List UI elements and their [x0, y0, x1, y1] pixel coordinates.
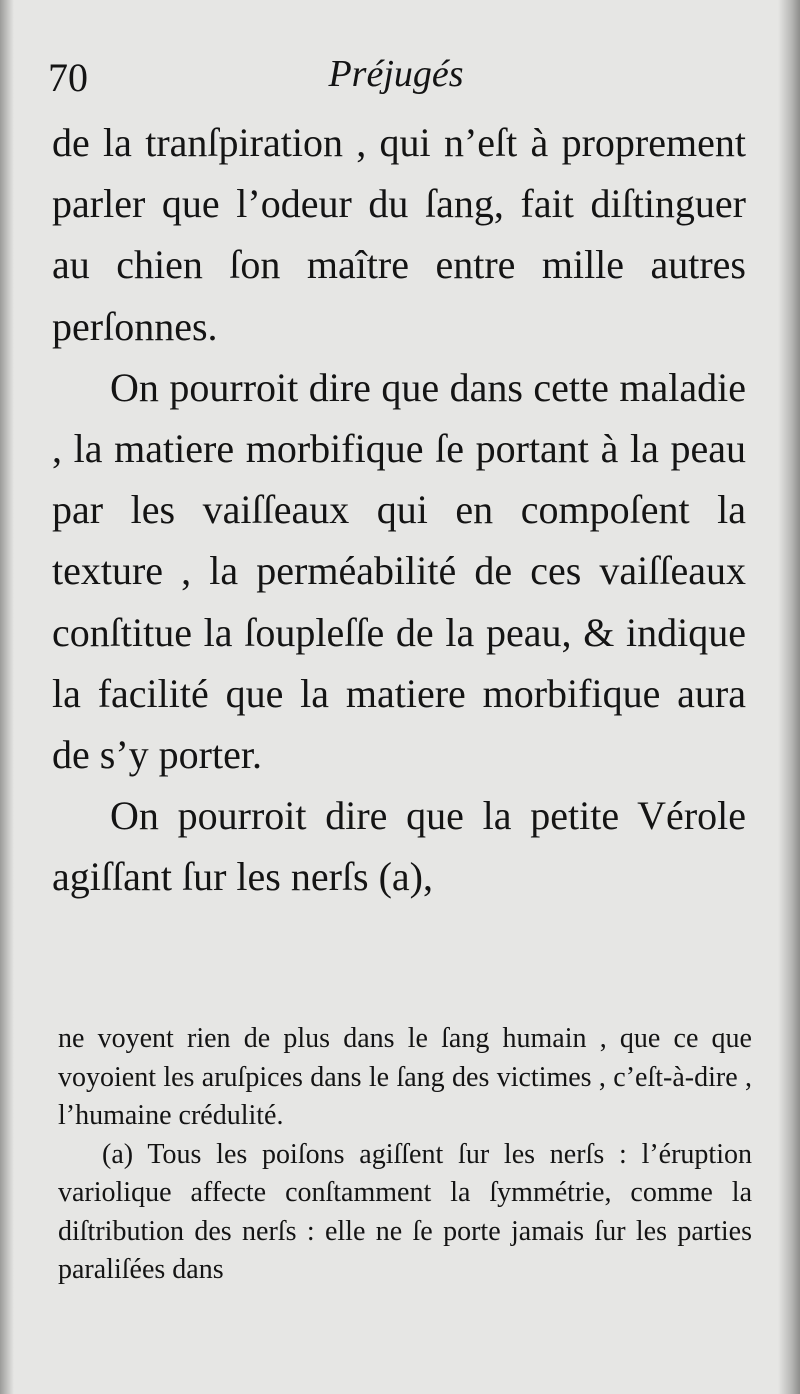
page-left-edge-shadow [0, 0, 14, 1394]
footnotes [58, 1020, 752, 1290]
footnote-a: (a) Tous les poiſons agiſſent ſur les nerſs : l’éruption variolique affecte conſtamment la ſymmétrie, comme la diſtribution des nerſs : elle ne ſe porte jamais ſur les parties paraliſées dans [58, 1138, 752, 1285]
page-number: 70 [48, 55, 88, 100]
running-head [48, 48, 744, 100]
page-right-edge-shadow [778, 0, 800, 1394]
main-text [52, 112, 746, 908]
running-title: Préjugés [328, 53, 464, 95]
body-paragraph-3: On pourroit dire que la petite Vérole agiſſant ſur les nerſs (a), [52, 793, 746, 900]
body-paragraph-1: de la tranſpiration , qui n’eſt à proprement parler que l’odeur du ſang, fait diſtinguer au chien ſon maître entre mille autres perſonnes. [52, 120, 746, 349]
footnote-continued: ne voyent rien de plus dans le ſang humain , que ce que voyoient les aruſpices dans le ſang des victimes , c’eſt-à-dire , l’humaine crédulité. [58, 1023, 752, 1131]
body-paragraph-2: On pourroit dire que dans cette maladie , la matiere morbifique ſe portant à la peau par les vaiſſeaux qui en compoſent la texture , la perméabilité de ces vaiſſeaux conſtitue la ſoupleſſe de la peau, & indique la facilité que la matiere morbifique aura de s’y porter. [52, 364, 746, 778]
